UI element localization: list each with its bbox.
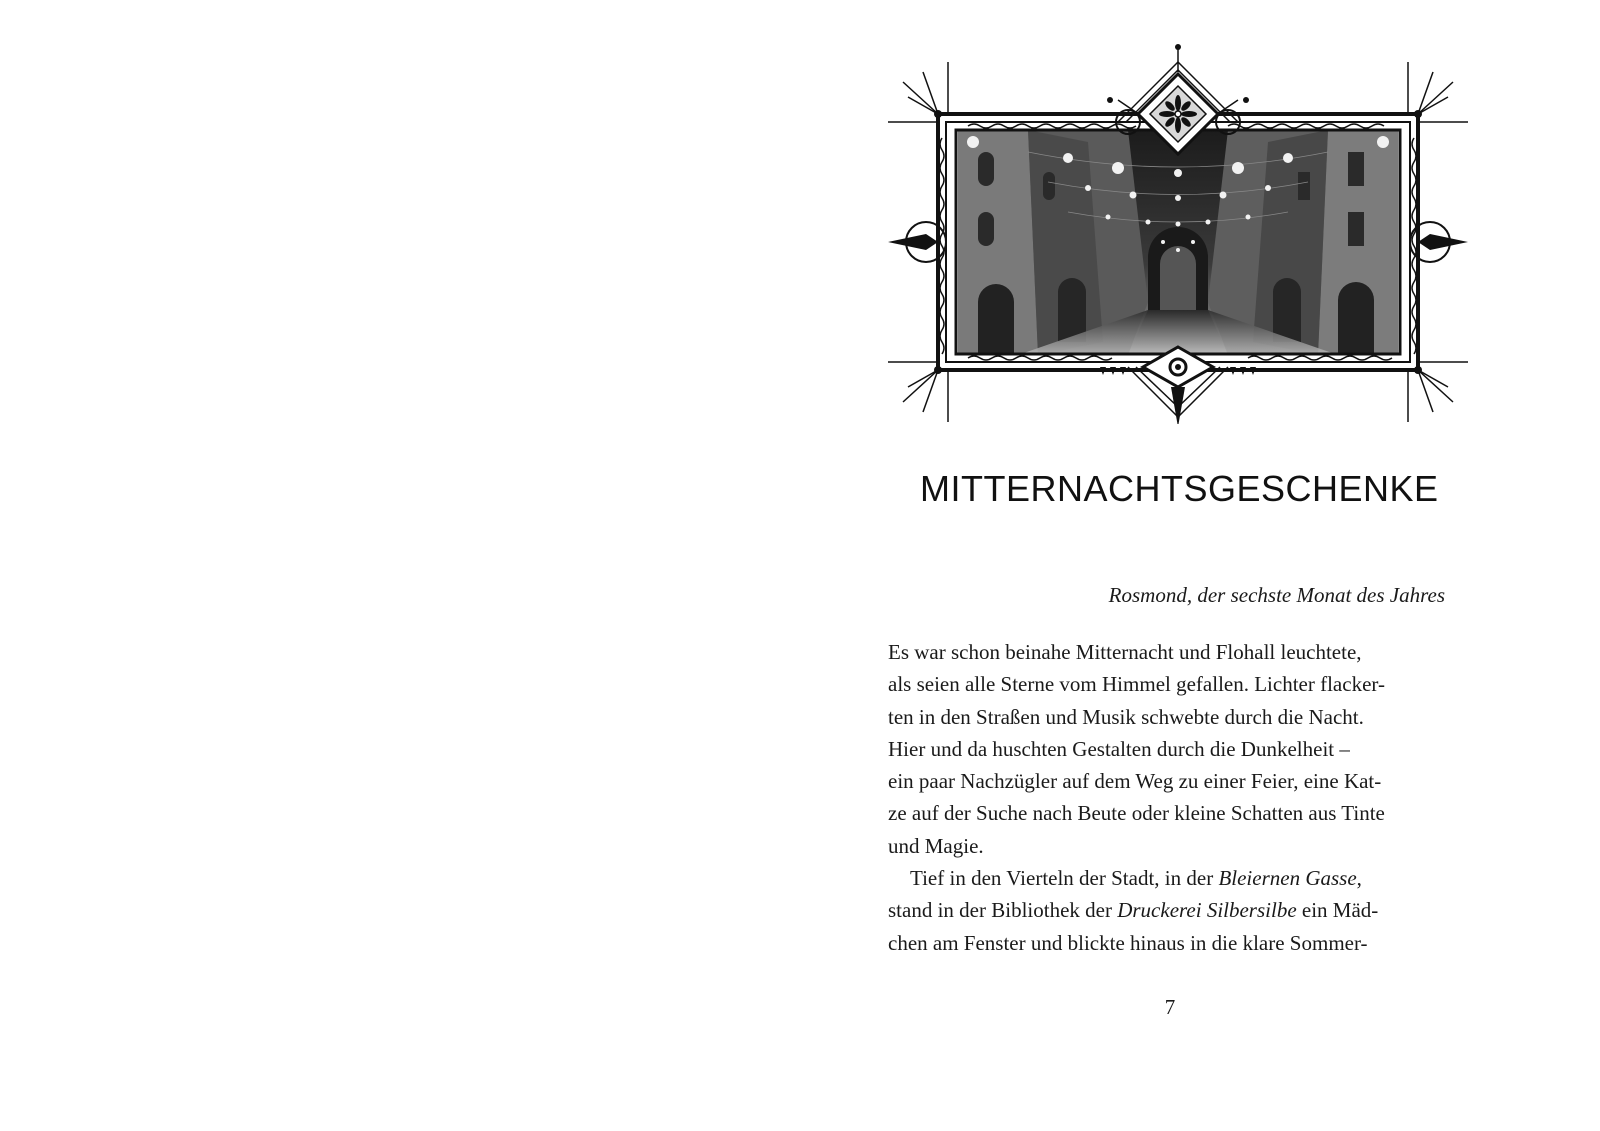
right-page: [870, 0, 1600, 1131]
line-text: Hier und da huschten Gestalten durch die Dunkelheit –: [888, 736, 1350, 761]
line-text: stand in der Bibliothek der Druckerei Silbersilbe ein Mäd-: [888, 898, 1379, 923]
ornate-frame-street-scene-icon: [878, 42, 1478, 424]
text-line: [888, 894, 1445, 926]
line-text: chen am Fenster und blickte hinaus in die klare Sommer-: [888, 930, 1368, 955]
line-text: als seien alle Sterne vom Himmel gefallen. Lichter flacker-: [888, 672, 1385, 697]
line-text: Tief in den Vierteln der Stadt, in der Bleiernen Gasse,: [910, 866, 1362, 891]
text-line: [888, 862, 1445, 894]
line-text: ze auf der Suche nach Beute oder kleine Schatten aus Tinte: [888, 801, 1385, 826]
text-line: [888, 668, 1445, 700]
chapter-title: MITTERNACHTSGESCHENKE: [920, 468, 1439, 509]
text-line: [888, 733, 1445, 765]
line-text: ein paar Nachzügler auf dem Weg zu einer Feier, eine Kat-: [888, 769, 1382, 794]
chapter-body-text: [888, 636, 1445, 959]
line-text: und Magie.: [888, 833, 984, 858]
text-line: [888, 636, 1445, 668]
text-line: [888, 797, 1445, 829]
text-line: [888, 927, 1445, 959]
line-text: ten in den Straßen und Musik schwebte durch die Nacht.: [888, 704, 1364, 729]
chapter-illustration: [878, 42, 1478, 424]
text-line: [888, 701, 1445, 733]
emphasized-place-name: Druckerei Silbersilbe: [1117, 898, 1297, 923]
text-line: [888, 830, 1445, 862]
page-number: 7: [1164, 995, 1176, 1019]
text-line: [888, 765, 1445, 797]
chapter-epigraph: Rosmond, der sechste Monat des Jahres: [1108, 583, 1445, 607]
emphasized-place-name: Bleiernen Gasse: [1218, 866, 1357, 891]
line-text: Es war schon beinahe Mitternacht und Flohall leuchtete,: [888, 640, 1362, 664]
